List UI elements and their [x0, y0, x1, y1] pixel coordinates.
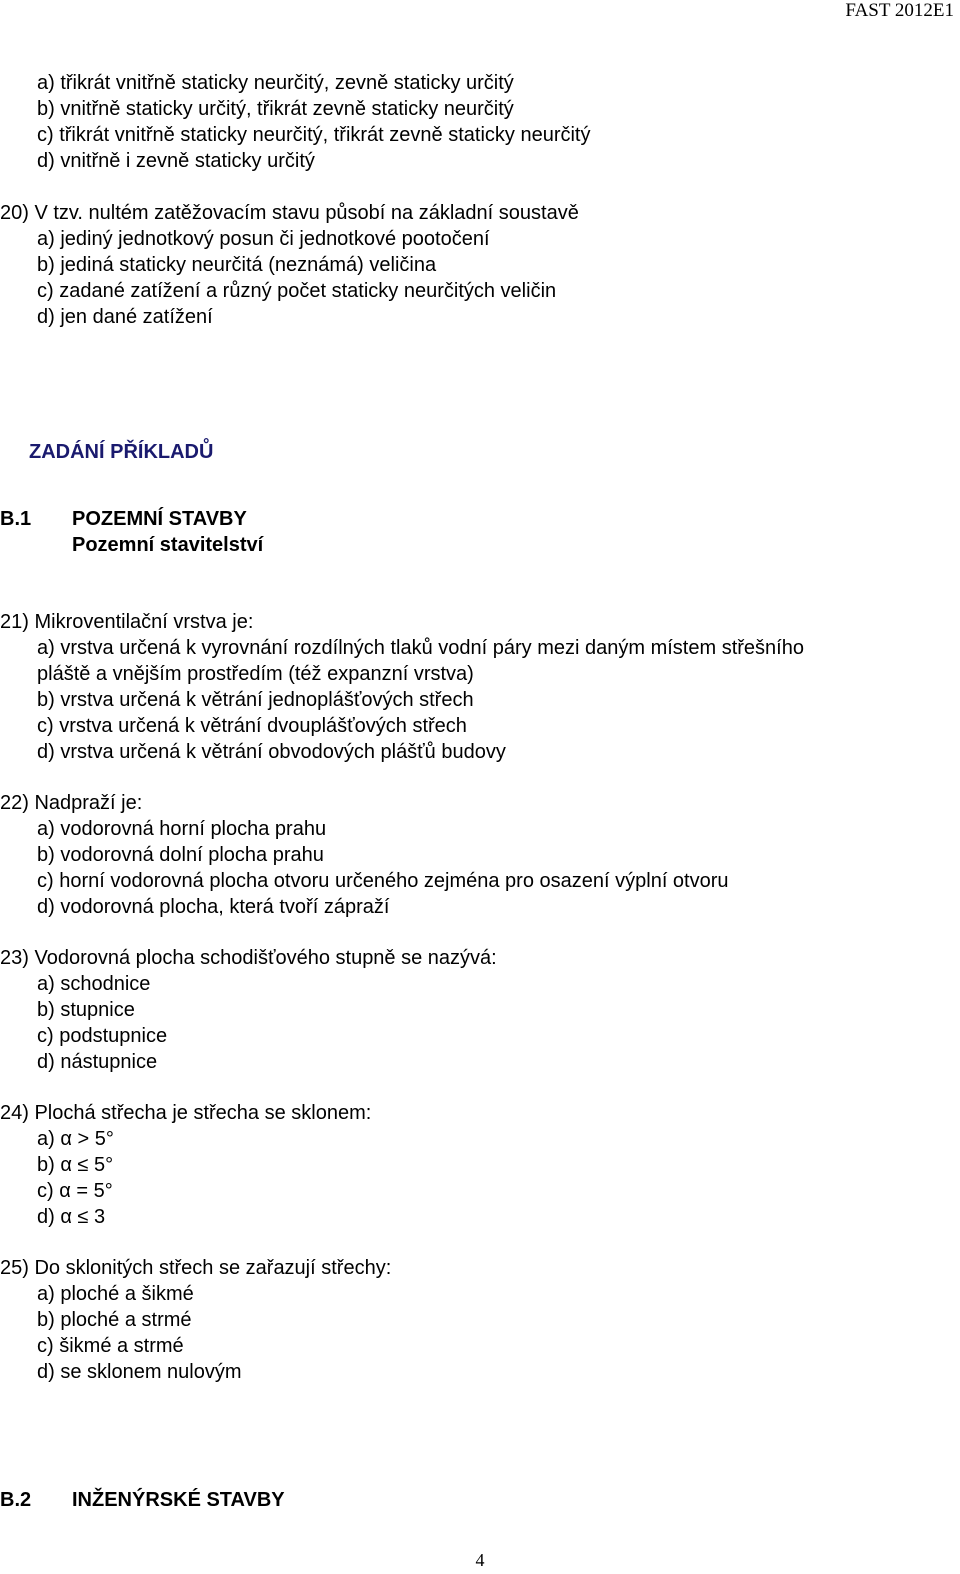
q24-option-c: c) α = 5° — [37, 1180, 113, 1202]
q19-option-d: d) vnitřně i zevně staticky určitý — [37, 150, 315, 172]
q24-question: 24) Plochá střecha je střecha se sklonem: — [0, 1102, 372, 1124]
section-b1-code: B.1 — [0, 508, 32, 530]
q25-option-c: c) šikmé a strmé — [37, 1335, 184, 1357]
section-b1-title: POZEMNÍ STAVBY — [72, 508, 247, 530]
section-b2-code: B.2 — [0, 1489, 32, 1511]
q25-option-b: b) ploché a strmé — [37, 1309, 192, 1331]
q25-option-a: a) ploché a šikmé — [37, 1283, 194, 1305]
q21-option-c: c) vrstva určená k větrání dvouplášťových střech — [37, 715, 467, 737]
section-b2-title: INŽENÝRSKÉ STAVBY — [72, 1489, 285, 1511]
q22-question: 22) Nadpraží je: — [0, 792, 143, 814]
q19-option-a: a) třikrát vnitřně staticky neurčitý, zevně staticky určitý — [37, 72, 514, 94]
q22-option-c: c) horní vodorovná plocha otvoru určeného zejména pro osazení výplní otvoru — [37, 870, 729, 892]
q25-question: 25) Do sklonitých střech se zařazují střechy: — [0, 1257, 392, 1279]
q24-option-d: d) α ≤ 3 — [37, 1206, 106, 1228]
q20-option-c: c) zadané zatížení a různý počet staticky neurčitých veličin — [37, 280, 557, 302]
q22-option-d: d) vodorovná plocha, která tvoří zápraží — [37, 896, 390, 918]
q21-option-b: b) vrstva určená k větrání jednoplášťových střech — [37, 689, 474, 711]
q23-option-a: a) schodnice — [37, 973, 151, 995]
q25-option-d: d) se sklonem nulovým — [37, 1361, 242, 1383]
q22-option-b: b) vodorovná dolní plocha prahu — [37, 844, 324, 866]
section-b1-subtitle: Pozemní stavitelství — [72, 534, 264, 556]
q19-option-c: c) třikrát vnitřně staticky neurčitý, třikrát zevně staticky neurčitý — [37, 124, 591, 146]
q23-option-c: c) podstupnice — [37, 1025, 168, 1047]
q20-option-b: b) jediná staticky neurčitá (neznámá) veličina — [37, 254, 437, 276]
document-code: FAST 2012E1 — [845, 0, 954, 21]
q20-option-d: d) jen dané zatížení — [37, 306, 213, 328]
section-heading: ZADÁNÍ PŘÍKLADŮ — [29, 441, 214, 463]
q22-option-a: a) vodorovná horní plocha prahu — [37, 818, 327, 840]
q21-option-d: d) vrstva určená k větrání obvodových plášťů budovy — [37, 741, 506, 763]
q19-option-b: b) vnitřně staticky určitý, třikrát zevně staticky neurčitý — [37, 98, 514, 120]
q23-question: 23) Vodorovná plocha schodišťového stupně se nazývá: — [0, 947, 497, 969]
q21-option-a-cont: pláště a vnějším prostředím (též expanzní vrstva) — [37, 663, 474, 685]
q23-option-d: d) nástupnice — [37, 1051, 158, 1073]
q20-option-a: a) jediný jednotkový posun či jednotkové pootočení — [37, 228, 490, 250]
q24-option-a: a) α > 5° — [37, 1128, 114, 1150]
page-number: 4 — [475, 1550, 485, 1570]
q24-option-b: b) α ≤ 5° — [37, 1154, 114, 1176]
q21-option-a: a) vrstva určená k vyrovnání rozdílných tlaků vodní páry mezi daným místem střešního — [37, 637, 804, 659]
q23-option-b: b) stupnice — [37, 999, 135, 1021]
q20-question: 20) V tzv. nultém zatěžovacím stavu působí na základní soustavě — [0, 202, 579, 224]
q21-question: 21) Mikroventilační vrstva je: — [0, 611, 254, 633]
